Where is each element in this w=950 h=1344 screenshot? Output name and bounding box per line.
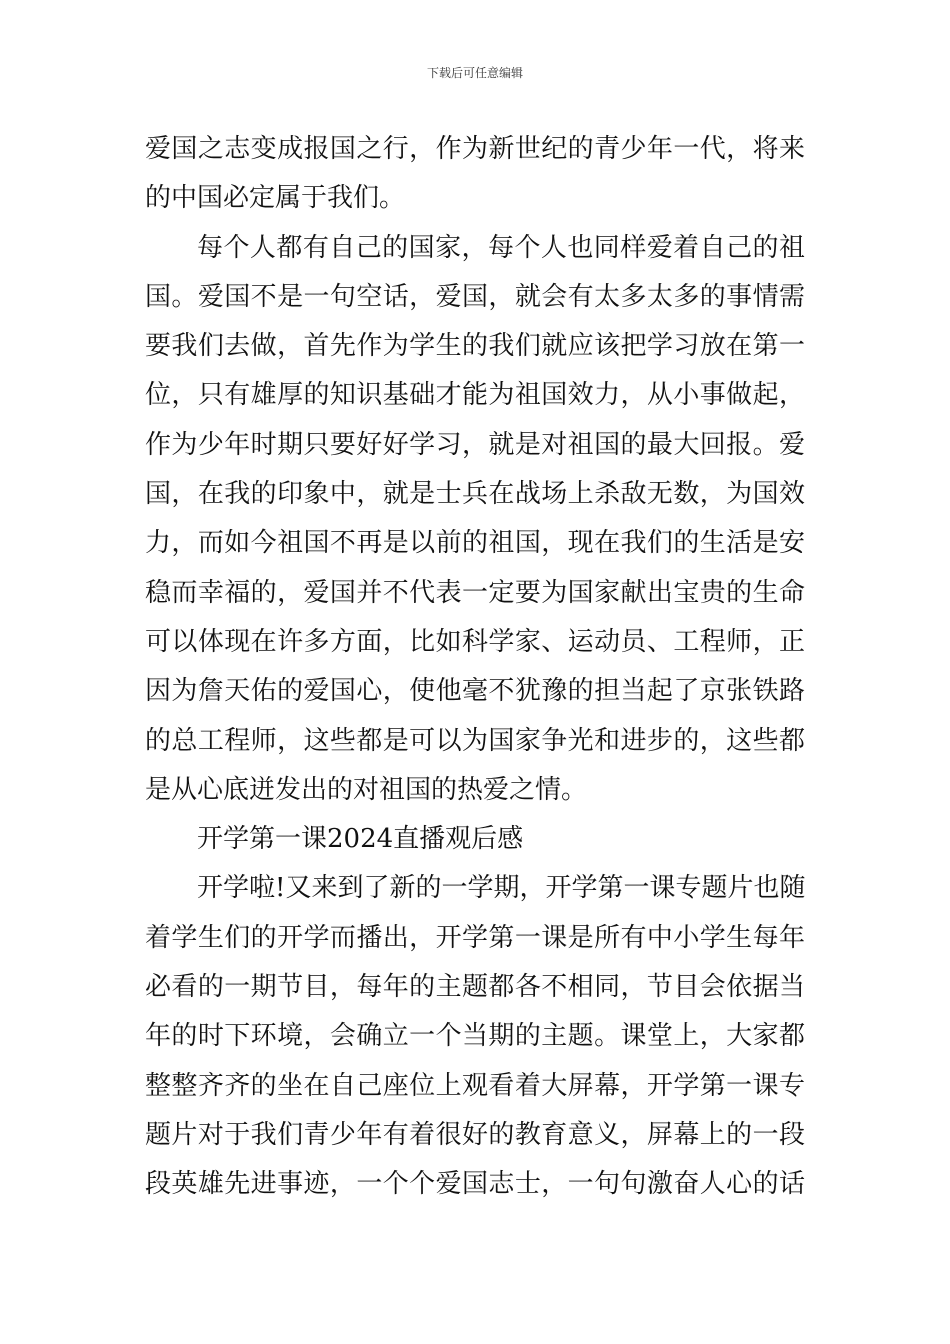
text-line: 可以体现在许多方面，比如科学家、运动员、工程师，正 [145,626,805,657]
text-line: 力，而如今祖国不再是以前的祖国，现在我们的生活是安 [145,528,805,559]
text-line: 着学生们的开学而播出，开学第一课是所有中小学生每年 [145,922,805,953]
text-line: 作为少年时期只要好好学习，就是对祖国的最大回报。爱 [145,429,805,460]
text-line: 必看的一期节目，每年的主题都各不相同，节目会依据当 [145,972,805,1003]
text-line: 国，在我的印象中，就是士兵在战场上杀敌无数，为国效 [145,479,805,510]
text-line: 年的时下环境，会确立一个当期的主题。课堂上，大家都 [145,1021,805,1052]
text-line: 位，只有雄厚的知识基础才能为祖国效力，从小事做起， [145,380,805,411]
text-line: 题片对于我们青少年有着很好的教育意义，屏幕上的一段 [145,1119,805,1150]
text-line: 国。爱国不是一句空话，爱国，就会有太多太多的事情需 [145,281,805,312]
text-line: 每个人都有自己的国家，每个人也同样爱着自己的祖 [197,232,805,263]
text-line: 的总工程师，这些都是可以为国家争光和进步的，这些都 [145,725,805,756]
text-line: 爱国之志变成报国之行，作为新世纪的青少年一代，将来 [145,134,805,164]
document-body [145,125,805,1210]
text-line: 要我们去做，首先作为学生的我们就应该把学习放在第一 [145,331,805,362]
text-line: 的中国必定属于我们。 [145,183,406,214]
text-line: 稳而幸福的，爱国并不代表一定要为国家献出宝贵的生命 [145,577,805,608]
page-header: 下载后可任意编辑 [426,66,523,80]
text-line: 是从心底迸发出的对祖国的热爱之情。 [145,774,588,805]
text-line: 开学啦!又来到了新的一学期，开学第一课专题片也随 [197,873,806,904]
text-line: 因为詹天佑的爱国心，使他毫不犹豫的担当起了京张铁路 [145,676,805,707]
section-title: 开学第一课2024直播观后感 [197,824,524,855]
text-line: 整整齐齐的坐在自己座位上观看着大屏幕，开学第一课专 [145,1070,805,1101]
text-line: 段英雄先进事迹，一个个爱国志士，一句句激奋人心的话 [145,1169,805,1200]
